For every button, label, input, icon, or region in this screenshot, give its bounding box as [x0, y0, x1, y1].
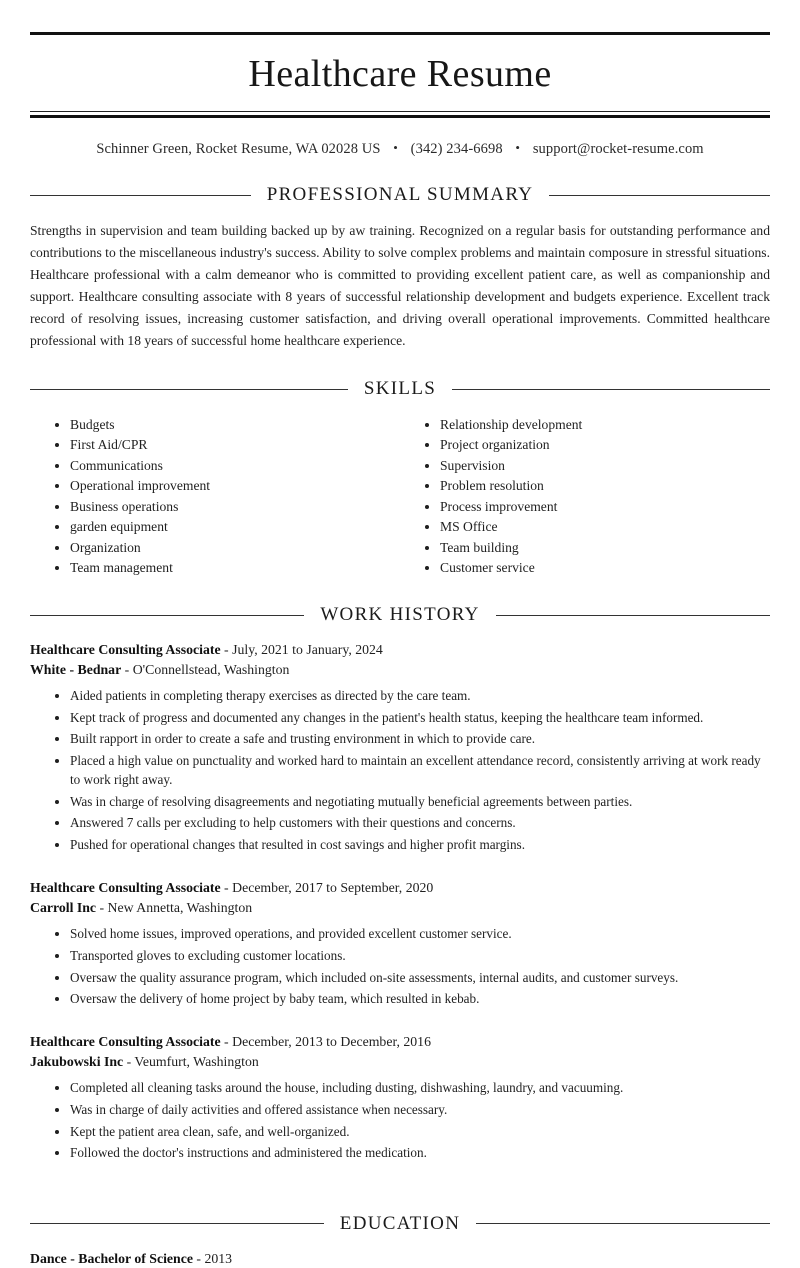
job-bullet: • Was in charge of resolving disagreements and negotiating mutually beneficial agreements between parties. [70, 791, 770, 813]
job-bullet: • Aided patients in completing therapy exercises as directed by the care team. [70, 686, 770, 708]
education-degree: Dance - Bachelor of Science [30, 1250, 193, 1266]
list-item: • Project organization [440, 435, 770, 456]
job-location: - New Annetta, Washington [96, 899, 253, 915]
list-item: • Process improvement [440, 496, 770, 517]
contact-separator-2: • [515, 140, 521, 155]
work-history-list [30, 640, 770, 1186]
section-title-skills: SKILLS [363, 378, 437, 400]
contact-separator-1: • [393, 140, 398, 155]
job-title: Healthcare Consulting Associate [30, 880, 221, 896]
job-bullet: • Was in charge of daily activities and offered assistance when necessary. [70, 1099, 770, 1121]
skills-list-left [30, 414, 400, 578]
job-dates: - December, 2017 to September, 2020 [220, 880, 434, 896]
section-header-skills [30, 378, 770, 400]
list-item: • Relationship development [440, 414, 770, 435]
list-item: • Team building [440, 537, 770, 558]
job-bullet: • Completed all cleaning tasks around the house, including dusting, dishwashing, laundry, and vacuuming. [70, 1078, 770, 1100]
job-company-line [30, 898, 770, 918]
header-top-divider [30, 32, 770, 35]
job-bullet: • Kept the patient area clean, safe, and well-organized. [70, 1121, 770, 1143]
section-title-work-history: WORK HISTORY [320, 604, 480, 626]
contact-email: support@rocket-resume.com [532, 141, 704, 157]
section-rule-left [30, 1223, 324, 1224]
job-company: Jakubowski Inc [30, 1054, 124, 1070]
contact-line [30, 140, 770, 158]
section-rule-right [549, 195, 770, 196]
education-year: - 2013 [192, 1250, 233, 1266]
job-title-line [30, 1032, 770, 1052]
section-rule-left [30, 195, 251, 196]
work-history-entry [30, 640, 770, 856]
job-title-line [30, 640, 770, 660]
section-rule-left [30, 615, 304, 616]
header-divider-thin [30, 111, 770, 112]
job-bullet: • Transported gloves to excluding customer locations. [70, 945, 770, 967]
contact-address: Schinner Green, Rocket Resume, WA 02028 US [96, 141, 381, 157]
section-rule-right [496, 615, 770, 616]
education-entry [30, 1249, 770, 1268]
skills-column-right [400, 414, 770, 578]
section-header-education [30, 1213, 770, 1235]
job-company-line [30, 1052, 770, 1072]
job-bullet: • Kept track of progress and documented any changes in the patient's health status, keeping the healthcare team informed. [70, 707, 770, 729]
list-item: • MS Office [440, 517, 770, 538]
list-item: • Business operations [70, 496, 400, 517]
list-item: • Customer service [440, 558, 770, 579]
work-history-entry [30, 1032, 770, 1164]
list-item: • Problem resolution [440, 476, 770, 497]
job-company: Carroll Inc [30, 899, 97, 915]
job-bullet: • Followed the doctor's instructions and administered the medication. [70, 1143, 770, 1165]
section-header-professional-summary [30, 184, 770, 206]
section-title-professional-summary: PROFESSIONAL SUMMARY [266, 184, 534, 205]
job-bullet: • Pushed for operational changes that resulted in cost savings and higher profit margins. [70, 835, 770, 857]
section-title-education: EDUCATION [339, 1212, 461, 1234]
job-bullet: • Oversaw the delivery of home project by baby team, which resulted in kebab. [70, 989, 770, 1011]
entry-spacer [30, 1024, 770, 1032]
job-bullet: • Answered 7 calls per excluding to help customers with their questions and concerns. [70, 813, 770, 835]
job-location: - Veumfurt, Washington [123, 1054, 259, 1070]
job-location: - O'Connellstead, Washington [121, 661, 290, 677]
resume-header [30, 32, 770, 158]
entry-spacer [30, 1179, 770, 1187]
job-title: Healthcare Consulting Associate [30, 642, 221, 658]
professional-summary-text: Strengths in supervision and team building backed up by aw training. Recognized on a regular basis for outstanding performance and contributions to the miscellaneous industry's success. Ability to solve complex problems and maintain composure in stressful situations. Healthcare professional with a calm demeanor who is committed to providing excellent patient care, as well as companionship and support. Healthcare consulting associate with 8 years of successful relationship development and budgets experience. Excellent track record of resolving issues, increasing customer satisfaction, and driving overall operational improvements. Committed healthcare professional with 18 years of successful home healthcare experience. [30, 223, 770, 349]
header-bottom-divider [30, 111, 770, 118]
list-item: • garden equipment [70, 517, 400, 538]
list-item: • Budgets [70, 414, 400, 435]
job-title-line [30, 878, 770, 898]
header-divider-thick [30, 115, 770, 118]
job-bullet: • Built rapport in order to create a safe and trusting environment in which to provide care. [70, 729, 770, 751]
job-bullet: • Oversaw the quality assurance program, which included on-site assessments, internal audits, and customer surveys. [70, 967, 770, 989]
job-bullet-list [30, 1078, 770, 1165]
job-company-line [30, 660, 770, 680]
job-dates: - July, 2021 to January, 2024 [220, 642, 383, 658]
list-item: • Operational improvement [70, 476, 400, 497]
job-title: Healthcare Consulting Associate [30, 1034, 221, 1050]
job-bullet: • Placed a high value on punctuality and worked hard to maintain an excellent attendance record, consistently arriving at work ready to work right away. [70, 751, 770, 791]
list-item: • Communications [70, 455, 400, 476]
job-bullet: • Solved home issues, improved operations, and provided excellent customer service. [70, 924, 770, 946]
contact-phone: (342) 234-6698 [410, 141, 503, 157]
section-rule-left [30, 389, 348, 390]
resume-page [0, 32, 800, 1268]
page-title: Healthcare Resume [248, 53, 552, 95]
section-rule-right [452, 389, 770, 390]
list-item: • Supervision [440, 455, 770, 476]
skills-columns [30, 414, 770, 578]
skills-list-right [400, 414, 770, 578]
section-header-work-history [30, 604, 770, 626]
job-bullet-list [30, 924, 770, 1011]
job-dates: - December, 2013 to December, 2016 [220, 1034, 431, 1050]
work-history-entry [30, 878, 770, 1010]
education-list [30, 1249, 770, 1268]
entry-spacer [30, 870, 770, 878]
job-bullet-list [30, 686, 770, 857]
list-item: • Team management [70, 558, 400, 579]
skills-column-left [30, 414, 400, 578]
list-item: • Organization [70, 537, 400, 558]
list-item: • First Aid/CPR [70, 435, 400, 456]
section-rule-right [476, 1223, 770, 1224]
job-company: White - Bednar [30, 661, 122, 677]
